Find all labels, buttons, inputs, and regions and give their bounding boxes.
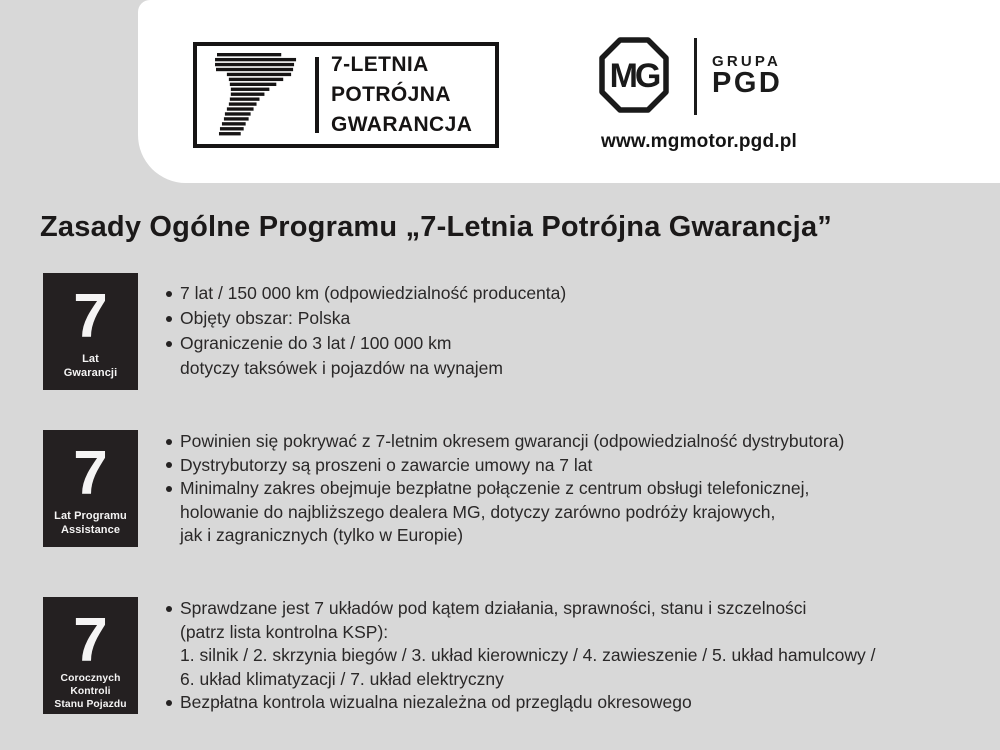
- bullet-line: Bezpłatna kontrola wizualna niezależna od przeglądu okresowego: [166, 691, 981, 715]
- badge-label-line2: Assistance: [60, 523, 121, 536]
- grupa-pgd-bottom: PGD: [712, 67, 783, 99]
- bullet-list: [166, 281, 981, 381]
- grupa-pgd-logo: [712, 53, 804, 99]
- bullet-line: Ograniczenie do 3 lat / 100 000 km: [166, 331, 981, 356]
- bullet-continuation-line: holowanie do najbliższego dealera MG, dotyczy zarówno podróży krajowych,: [180, 501, 776, 522]
- warranty-logo-text: [331, 50, 472, 140]
- badge-lat-programu-assistance: [43, 430, 138, 547]
- badge-label: [43, 510, 138, 537]
- bullet-line: Sprawdzane jest 7 układów pod kątem działania, sprawności, stanu i szczelności: [166, 597, 981, 621]
- brand-divider: [694, 38, 697, 115]
- bullet-continuation-line: (patrz lista kontrolna KSP):: [180, 621, 389, 642]
- warranty-logo: [193, 42, 499, 148]
- mg-logo-icon: [598, 36, 670, 114]
- bullet-continuation-line: dotyczy taksówek i pojazdów na wynajem: [180, 358, 503, 378]
- badge-lat-gwarancji: [43, 273, 138, 390]
- badge-label-line1: Lat Programu: [54, 510, 127, 522]
- badge-label-line2: Stanu Pojazdu: [54, 699, 127, 710]
- badge-label-line1: Corocznych Kontroli: [60, 673, 121, 697]
- bullet-continuation-line: jak i zagranicznych (tylko w Europie): [180, 525, 464, 545]
- warranty-logo-line1: 7-LETNIA: [331, 53, 429, 76]
- bullet-continuation-line: 1. silnik / 2. skrzynia biegów / 3. układ kierowniczy / 4. zawieszenie / 5. układ hamulcowy /: [180, 645, 876, 665]
- bullet-list: [166, 430, 981, 548]
- bullet-line: Dystrybutorzy są proszeni o zawarcie umowy na 7 lat: [166, 454, 981, 478]
- bullet-line: 7 lat / 150 000 km (odpowiedzialność producenta): [166, 281, 981, 306]
- bullet-list: [166, 597, 981, 715]
- seven-stripes-icon: [211, 53, 307, 137]
- website-url: www.mgmotor.pgd.pl: [600, 131, 798, 152]
- header-card: [138, 0, 1000, 183]
- badge-label: [43, 672, 138, 711]
- badge-corocznych-kontroli: [43, 597, 138, 714]
- page-title: Zasady Ogólne Programu „7-Letnia Potrójna Gwarancja”: [40, 211, 832, 243]
- warranty-logo-line3: GWARANCJA: [331, 113, 473, 136]
- bullet-line: Minimalny zakres obejmuje bezpłatne połączenie z centrum obsługi telefonicznej,: [166, 477, 981, 501]
- bullet-line: Powinien się pokrywać z 7-letnim okresem gwarancji (odpowiedzialność dystrybutora): [166, 430, 981, 454]
- bullet-continuation-line: 6. układ klimatyzacji / 7. układ elektryczny: [180, 668, 504, 689]
- logo-divider: [315, 57, 319, 133]
- badge-label-line1: Lat: [82, 353, 99, 365]
- badge-number: 7: [73, 606, 108, 675]
- badge-number: 7: [73, 439, 108, 508]
- badge-label-line2: Gwarancji: [63, 366, 118, 379]
- bullet-line: Objęty obszar: Polska: [166, 306, 981, 331]
- badge-number: 7: [73, 282, 108, 351]
- badge-label: [43, 353, 138, 380]
- warranty-logo-line2: POTRÓJNA: [331, 83, 451, 106]
- mg-monogram: MG: [609, 57, 659, 95]
- grupa-pgd-top: GRUPA: [712, 53, 782, 70]
